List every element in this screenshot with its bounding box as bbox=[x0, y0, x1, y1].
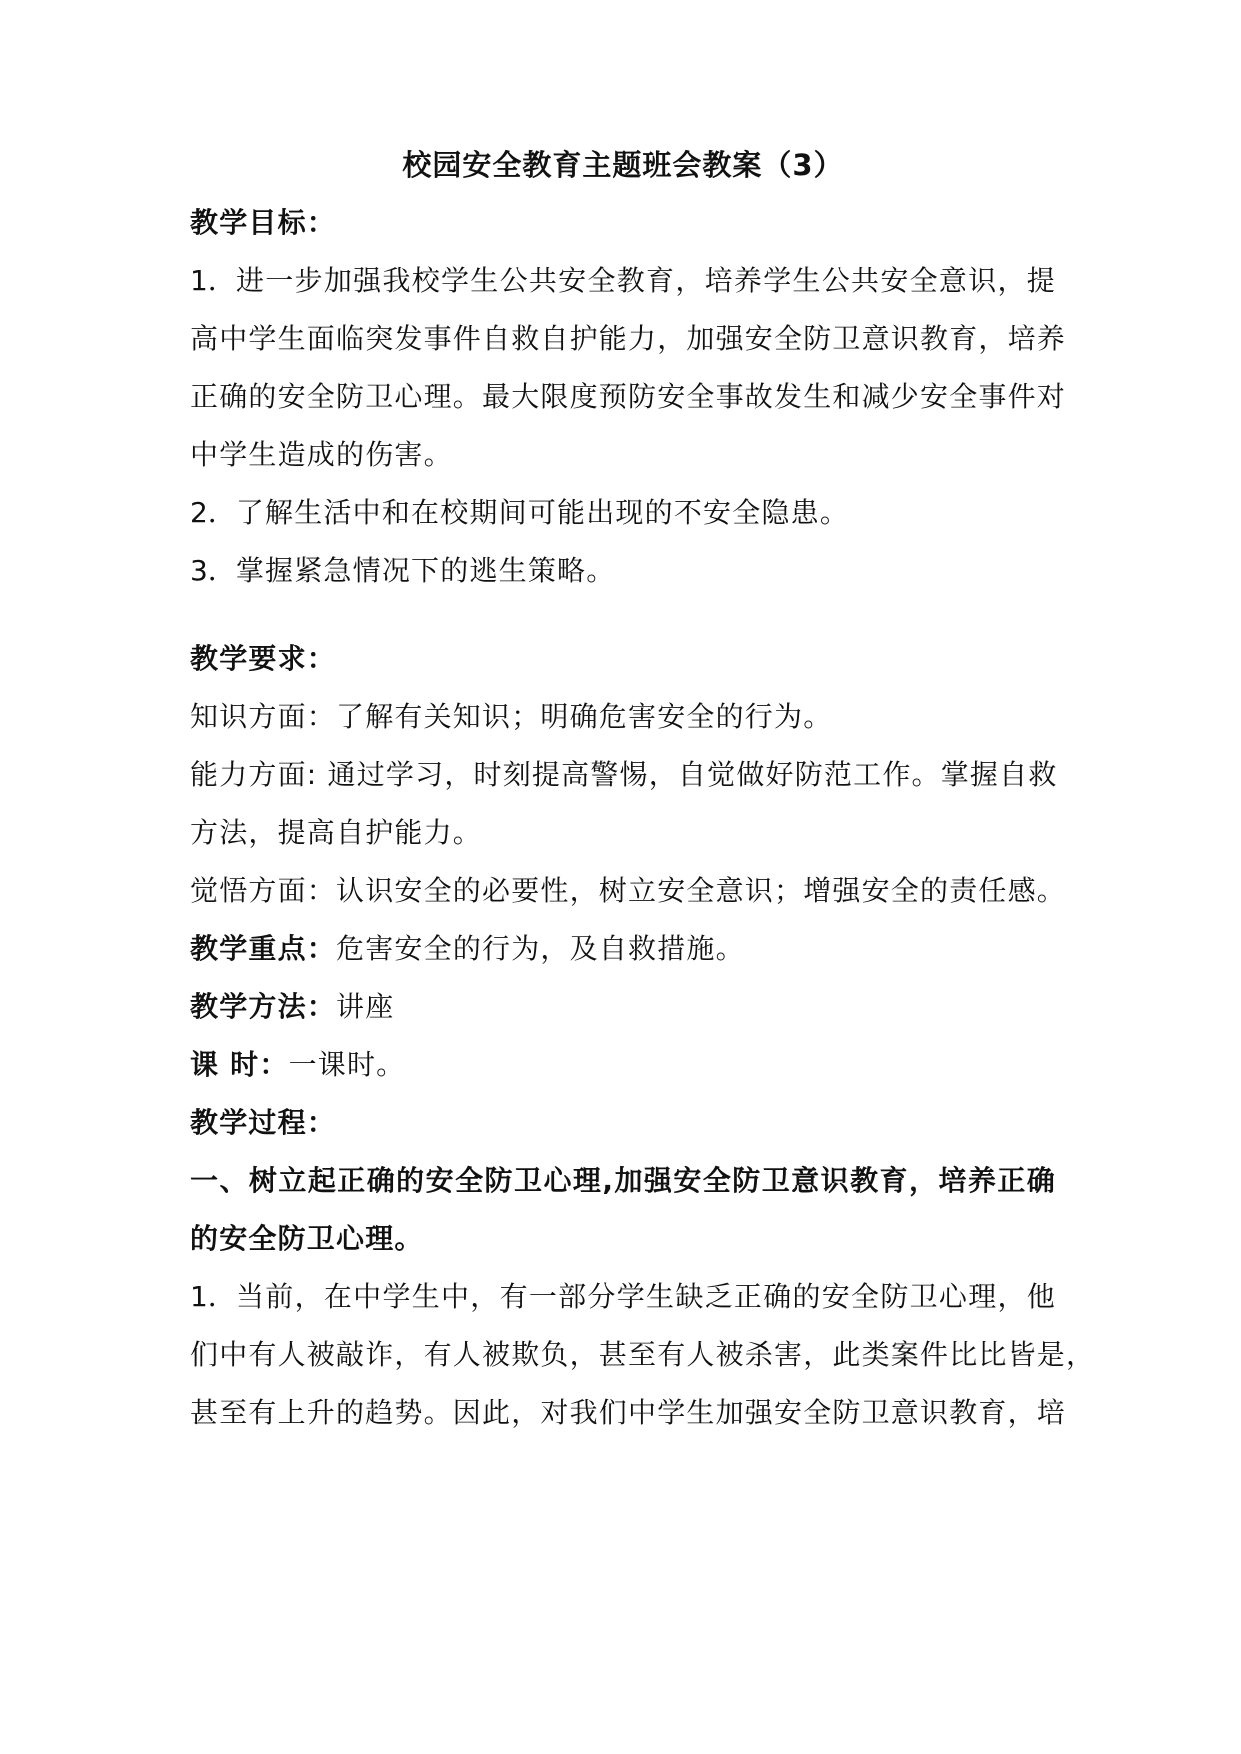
process-heading: 教学过程： bbox=[190, 1106, 337, 1139]
section-1-heading-line-2: 的安全防卫心理。 bbox=[190, 1222, 424, 1255]
objective-1-line-1: 1．进一步加强我校学生公共安全教育，培养学生公共安全意识，提 bbox=[190, 264, 1056, 297]
document-page bbox=[190, 0, 1096, 1754]
key-points bbox=[190, 929, 1056, 969]
teaching-method-text: 讲座 bbox=[336, 990, 395, 1023]
requirement-awareness: 觉悟方面：认识安全的必要性，树立安全意识；增强安全的责任感。 bbox=[190, 874, 1067, 907]
key-points-text: 危害安全的行为，及自救措施。 bbox=[336, 932, 745, 965]
class-duration-text: 一课时。 bbox=[288, 1048, 406, 1081]
requirements-heading: 教学要求： bbox=[190, 642, 337, 675]
class-duration bbox=[190, 1045, 1056, 1085]
objective-1-number: 1． bbox=[190, 264, 236, 297]
objective-1-line-2: 高中学生面临突发事件自救自护能力，加强安全防卫意识教育，培养 bbox=[190, 322, 1067, 355]
objective-3: 3．掌握紧急情况下的逃生策略。 bbox=[190, 554, 616, 587]
paragraph-1-line-1: 1．当前，在中学生中，有一部分学生缺乏正确的安全防卫心理，他 bbox=[190, 1280, 1056, 1313]
document-title: 校园安全教育主题班会教案（3） bbox=[402, 148, 844, 182]
teaching-method bbox=[190, 987, 1056, 1027]
teaching-method-label: 教学方法： bbox=[190, 990, 337, 1023]
objective-2: 2．了解生活中和在校期间可能出现的不安全隐患。 bbox=[190, 496, 850, 529]
objective-1-line-4: 中学生造成的伤害。 bbox=[190, 438, 453, 471]
requirement-ability-line-1: 能力方面: 通过学习，时刻提高警惕，自觉做好防范工作。掌握自救 bbox=[190, 758, 1058, 791]
objectives-heading: 教学目标： bbox=[190, 206, 337, 239]
requirement-ability-line-2: 方法，提高自护能力。 bbox=[190, 816, 483, 849]
section-1-heading-line-1: 一、树立起正确的安全防卫心理,加强安全防卫意识教育，培养正确 bbox=[190, 1164, 1056, 1197]
class-duration-label: 课 时： bbox=[190, 1048, 289, 1081]
paragraph-1-line-3: 甚至有上升的趋势。因此，对我们中学生加强安全防卫意识教育，培 bbox=[190, 1396, 1067, 1429]
key-points-label: 教学重点： bbox=[190, 932, 337, 965]
paragraph-1-line-2: 们中有人被敲诈，有人被欺负，甚至有人被杀害，此类案件比比皆是， bbox=[190, 1338, 1096, 1371]
objective-1-line-3: 正确的安全防卫心理。最大限度预防安全事故发生和减少安全事件对 bbox=[190, 380, 1067, 413]
requirement-knowledge: 知识方面：了解有关知识；明确危害安全的行为。 bbox=[190, 700, 833, 733]
